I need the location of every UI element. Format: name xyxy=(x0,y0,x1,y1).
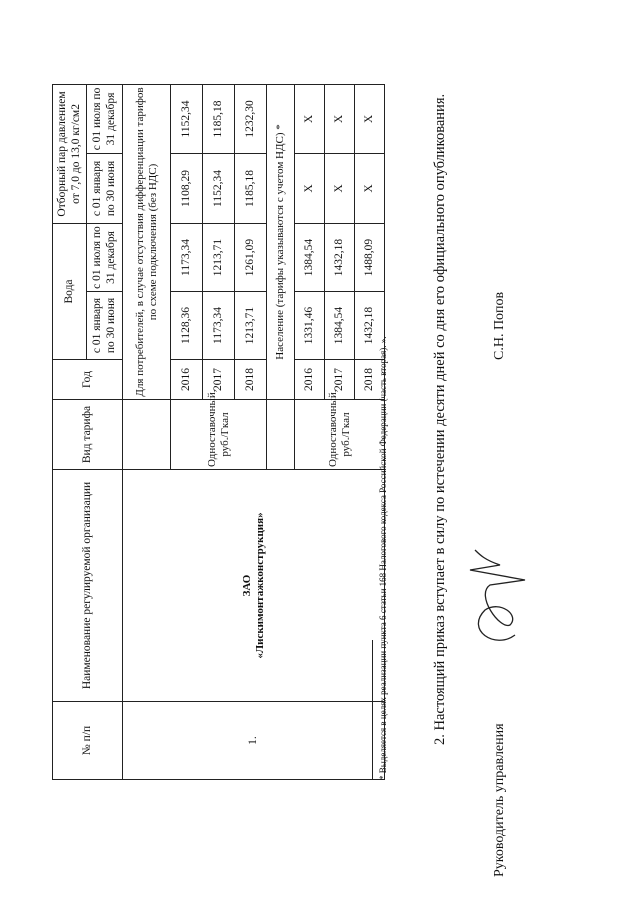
value-cell: X xyxy=(355,84,385,153)
handwritten-signature-icon xyxy=(455,545,535,655)
row-number: 1. xyxy=(123,702,385,780)
value-cell: 1173,34 xyxy=(171,223,203,291)
value-cell: X xyxy=(355,153,385,223)
value-cell: X xyxy=(295,153,325,223)
value-cell: 1213,71 xyxy=(203,223,235,291)
header-org: Наименование регулируемой организации xyxy=(53,470,123,702)
value-cell: 1185,18 xyxy=(235,153,267,223)
year-cell: 2018 xyxy=(355,360,385,400)
value-cell: 1108,29 xyxy=(171,153,203,223)
year-cell: 2017 xyxy=(325,360,355,400)
header-steam-period2: с 01 июля по 31 декабря xyxy=(87,84,123,153)
value-cell: 1152,34 xyxy=(171,84,203,153)
header-water: Вода xyxy=(53,223,87,359)
value-cell: 1173,34 xyxy=(203,292,235,360)
header-steam-period1: с 01 января по 30 июня xyxy=(87,153,123,223)
year-cell: 2016 xyxy=(295,360,325,400)
section-consumers: Для потребителей, в случае отсутствия дифференциации тарифов по схеме подключения (без НДС) xyxy=(123,84,171,399)
header-water-period1: с 01 января по 30 июня xyxy=(87,292,123,360)
value-cell: X xyxy=(325,153,355,223)
header-row xyxy=(53,84,87,779)
header-water-period2: с 01 июля по 31 декабря xyxy=(87,223,123,291)
header-steam: Отборный пар давлением от 7,0 до 13,0 кг/см2 xyxy=(53,84,87,223)
value-cell: X xyxy=(325,84,355,153)
value-cell: 1261,09 xyxy=(235,223,267,291)
clause-2: 2. Настоящий приказ вступает в силу по истечении десяти дней со дня его официального опубликования. xyxy=(432,93,448,745)
value-cell: 1213,71 xyxy=(235,292,267,360)
signatory-name: С.Н. Попов xyxy=(492,291,507,360)
value-cell: 1232,30 xyxy=(235,84,267,153)
footnote: * Выделяется в целях реализации пункта 6 статьи 168 Налогового кодекса Российской Федерации (часть вторая). ». xyxy=(378,336,388,780)
tariff-label: Одноставочный, руб./Гкал xyxy=(171,400,267,470)
org-type: ЗАО xyxy=(240,574,253,597)
signatory-role: Руководитель управления xyxy=(492,723,507,877)
footnote-divider xyxy=(372,640,373,780)
value-cell: 1488,09 xyxy=(355,223,385,291)
value-cell: 1432,18 xyxy=(355,292,385,360)
org-name-cell xyxy=(123,470,385,702)
value-cell: 1331,46 xyxy=(295,292,325,360)
year-cell: 2018 xyxy=(235,360,267,400)
value-cell: X xyxy=(295,84,325,153)
org-name: «Лискимонтажконструкция» xyxy=(253,512,266,659)
value-cell: 1128,36 xyxy=(171,292,203,360)
value-cell: 1384,54 xyxy=(325,292,355,360)
header-year: Год xyxy=(53,360,123,400)
tariff-table xyxy=(52,84,385,780)
section-row-consumers xyxy=(123,84,171,779)
tariff-label: Одноставочный, руб./Гкал xyxy=(295,400,385,470)
section-population: Население (тарифы указываются с учетом НДС) * xyxy=(267,84,295,399)
value-cell: 1384,54 xyxy=(295,223,325,291)
header-num: № п/п xyxy=(53,702,123,780)
year-cell: 2017 xyxy=(203,360,235,400)
year-cell: 2016 xyxy=(171,360,203,400)
header-tariff-type: Вид тарифа xyxy=(53,400,123,470)
value-cell: 1152,34 xyxy=(203,153,235,223)
value-cell: 1432,18 xyxy=(325,223,355,291)
value-cell: 1185,18 xyxy=(203,84,235,153)
